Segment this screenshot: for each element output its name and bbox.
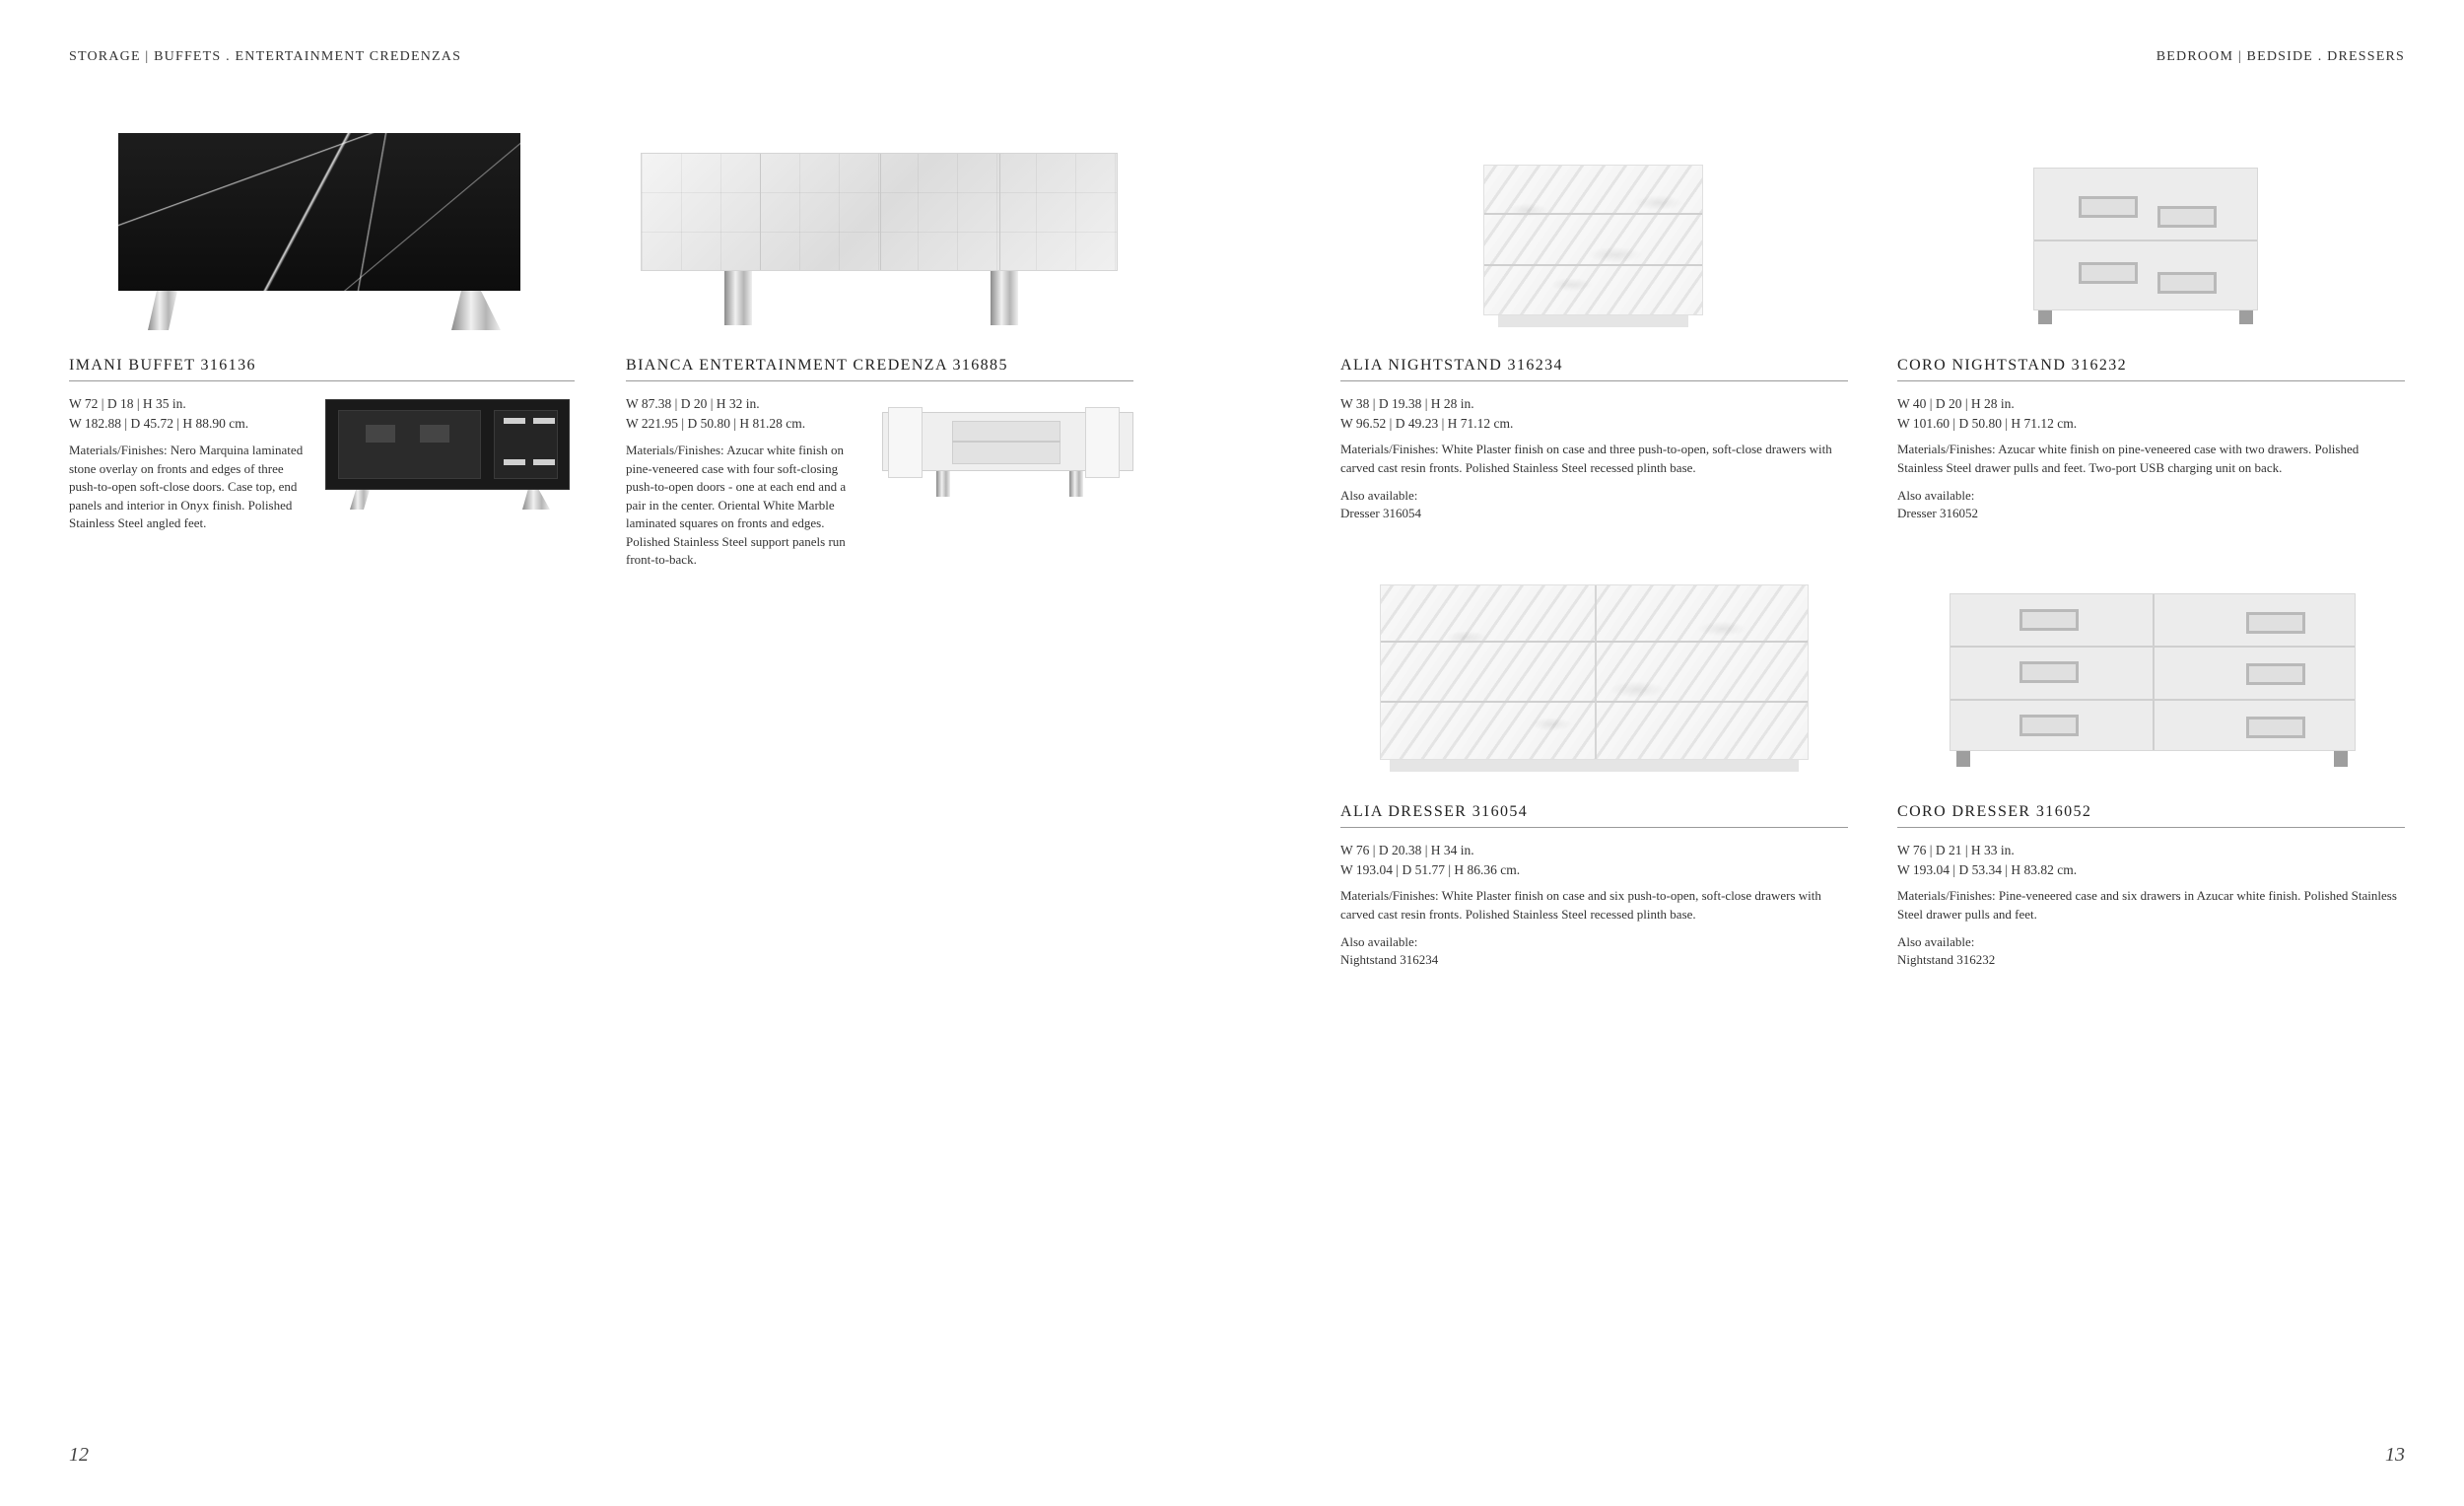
alia-nightstand-materials: Materials/Finishes: White Plaster finish on case and three push-to-open, soft-close drawers with carved cast resin fronts. Polished Stainless Steel recessed plinth base. <box>1340 442 1832 475</box>
coro-dresser-materials: Materials/Finishes: Pine-veneered case and six drawers in Azucar white finish. Polished Stainless Steel drawer pulls and feet. <box>1897 888 2397 922</box>
coro-dresser-also-label: Also available: <box>1897 934 1975 949</box>
imani-buffet-dims-in: W 72 | D 18 | H 35 in. <box>69 396 186 411</box>
alia-dresser-materials: Materials/Finishes: White Plaster finish on case and six push-to-open, soft-close drawers with carved cast resin fronts. Polished Stainless Steel recessed plinth base. <box>1340 888 1821 922</box>
bianca-credenza-open-left-support <box>936 471 950 497</box>
coro-nightstand-image <box>2033 168 2258 310</box>
imani-buffet-open-left-foot <box>350 490 370 510</box>
alia-nightstand-image <box>1483 165 1703 315</box>
coro-nightstand-dims-in: W 40 | D 20 | H 28 in. <box>1897 396 2015 411</box>
imani-buffet-image <box>118 133 520 291</box>
bianca-credenza-dims-cm: W 221.95 | D 50.80 | H 81.28 cm. <box>626 416 806 431</box>
alia-dresser-dims-cm: W 193.04 | D 51.77 | H 86.36 cm. <box>1340 862 1521 877</box>
left-running-head: STORAGE | BUFFETS . ENTERTAINMENT CREDENZAS <box>69 49 462 64</box>
imani-buffet-open-right-foot <box>522 490 550 510</box>
right-page-number: 13 <box>2385 1444 2405 1466</box>
coro-nightstand-title: CORO NIGHTSTAND 316232 <box>1897 357 2405 381</box>
bianca-credenza-title: BIANCA ENTERTAINMENT CREDENZA 316885 <box>626 357 1133 381</box>
bianca-credenza-image <box>641 153 1118 271</box>
alia-nightstand-dims-in: W 38 | D 19.38 | H 28 in. <box>1340 396 1474 411</box>
alia-dresser-dims-in: W 76 | D 20.38 | H 34 in. <box>1340 843 1474 857</box>
imani-buffet-dims-cm: W 182.88 | D 45.72 | H 88.90 cm. <box>69 416 249 431</box>
alia-nightstand-plinth <box>1498 315 1688 327</box>
coro-dresser-also-item: Nightstand 316232 <box>1897 952 1996 967</box>
bianca-credenza-open-right-support <box>1069 471 1083 497</box>
coro-nightstand-materials: Materials/Finishes: Azucar white finish on pine-veneered case with two drawers. Polished Stainless Steel drawer pulls and feet. Two-port USB charging unit on back. <box>1897 442 2360 475</box>
imani-buffet-materials: Materials/Finishes: Nero Marquina laminated stone overlay on fronts and edges of three push-to-open soft-close doors. Case top, end panels and interior in Onyx finish. Polished Stainless Steel angled feet. <box>69 443 304 530</box>
imani-buffet-title: IMANI BUFFET 316136 <box>69 357 575 381</box>
left-page-number: 12 <box>69 1444 89 1466</box>
bianca-credenza-left-support <box>724 271 752 325</box>
alia-dresser-plinth <box>1390 760 1799 772</box>
coro-nightstand-left-foot <box>2038 310 2052 324</box>
imani-buffet-open-image <box>325 399 570 490</box>
coro-dresser-dims-cm: W 193.04 | D 53.34 | H 83.82 cm. <box>1897 862 2078 877</box>
alia-nightstand-dims-cm: W 96.52 | D 49.23 | H 71.12 cm. <box>1340 416 1514 431</box>
alia-dresser-also-item: Nightstand 316234 <box>1340 952 1439 967</box>
alia-nightstand-also-item: Dresser 316054 <box>1340 506 1421 520</box>
coro-nightstand-also-label: Also available: <box>1897 488 1975 503</box>
coro-dresser-right-foot <box>2334 751 2348 767</box>
imani-buffet-left-foot <box>148 291 177 330</box>
coro-nightstand-right-foot <box>2239 310 2253 324</box>
bianca-credenza-dims-in: W 87.38 | D 20 | H 32 in. <box>626 396 760 411</box>
alia-dresser-title: ALIA DRESSER 316054 <box>1340 803 1848 828</box>
coro-dresser-title: CORO DRESSER 316052 <box>1897 803 2405 828</box>
bianca-credenza-right-support <box>991 271 1018 325</box>
coro-nightstand-dims-cm: W 101.60 | D 50.80 | H 71.12 cm. <box>1897 416 2078 431</box>
coro-dresser-left-foot <box>1956 751 1970 767</box>
alia-nightstand-also-label: Also available: <box>1340 488 1418 503</box>
bianca-credenza-open-image <box>882 412 1133 471</box>
alia-dresser-image <box>1380 584 1809 760</box>
imani-buffet-right-foot <box>451 291 501 330</box>
alia-nightstand-title: ALIA NIGHTSTAND 316234 <box>1340 357 1848 381</box>
right-running-head: BEDROOM | BEDSIDE . DRESSERS <box>2156 49 2405 64</box>
alia-dresser-also-label: Also available: <box>1340 934 1418 949</box>
coro-dresser-image <box>1950 593 2356 751</box>
coro-nightstand-also-item: Dresser 316052 <box>1897 506 1978 520</box>
bianca-credenza-materials: Materials/Finishes: Azucar white finish on pine-veneered case with four soft-closing push-to-open doors - one at each end and a pair in the center. Oriental White Marble laminated squares on fronts and edges. Polished Stainless Steel support panels run front-to-back. <box>626 443 847 567</box>
coro-dresser-dims-in: W 76 | D 21 | H 33 in. <box>1897 843 2015 857</box>
